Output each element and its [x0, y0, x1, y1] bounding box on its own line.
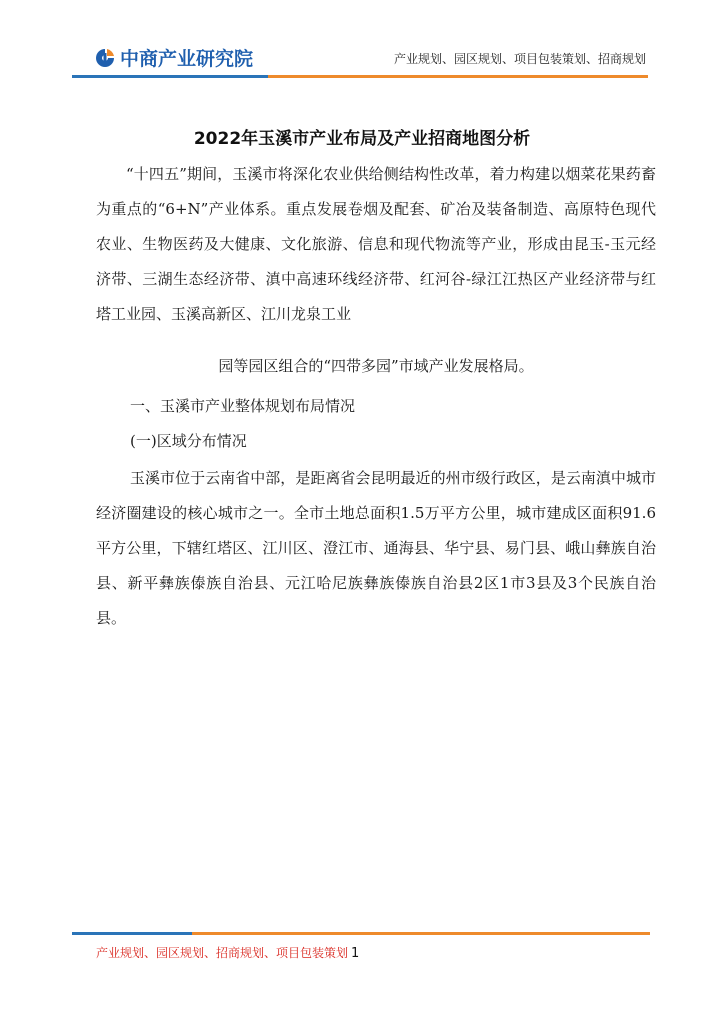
- page-footer: [96, 944, 359, 961]
- page-header: [0, 0, 724, 82]
- page-number: 1: [351, 946, 360, 961]
- footer-divider-orange: [192, 932, 650, 935]
- document-title: 2022年玉溪市产业布局及产业招商地图分析: [193, 129, 531, 149]
- header-divider-blue: [72, 75, 268, 78]
- logo: [94, 44, 253, 71]
- header-tagline: 产业规划、园区规划、项目包装策划、招商规划: [393, 52, 646, 66]
- intro-paragraph-last-line: 园等园区组合的“四带多园”市域产业发展格局。: [218, 357, 534, 375]
- region-paragraph: 玉溪市位于云南省中部，是距离省会昆明最近的州市级行政区，是云南滇中城市经济圈建设的核心城市之一。全市土地总面积1.5万平方公里，城市建成区面积91.6平方公里，下辖红塔区、江川区、澄江市、通海县、华宁县、易门县、峨山彝族自治县、新平彝族傣族自治县、元江哈尼族彝族傣族自治县2区1市3县及3个民族自治县。: [96, 469, 656, 627]
- section-heading: 一、玉溪市产业整体规划布局情况: [130, 397, 356, 415]
- logo-text: 中商产业研究院: [120, 48, 254, 70]
- logo-icon: [94, 47, 116, 69]
- footer-divider-blue: [72, 932, 192, 935]
- intro-paragraph: “十四五”期间，玉溪市将深化农业供给侧结构性改革，着力构建以烟菜花果药畜为重点的“6+N”产业体系。重点发展卷烟及配套、矿冶及装备制造、高原特色现代农业、生物医药及大健康、文化旅游、信息和现代物流等产业，形成由昆玉-玉元经济带、三湖生态经济带、滇中高速环线经济带、红河谷-绿江江热区产业经济带与红塔工业园、玉溪高新区、江川龙泉工业: [96, 165, 656, 323]
- header-divider-orange: [268, 75, 648, 78]
- footer-tagline: 产业规划、园区规划、招商规划、项目包装策划: [96, 946, 349, 960]
- section-subheading: (一)区域分布情况: [130, 432, 247, 450]
